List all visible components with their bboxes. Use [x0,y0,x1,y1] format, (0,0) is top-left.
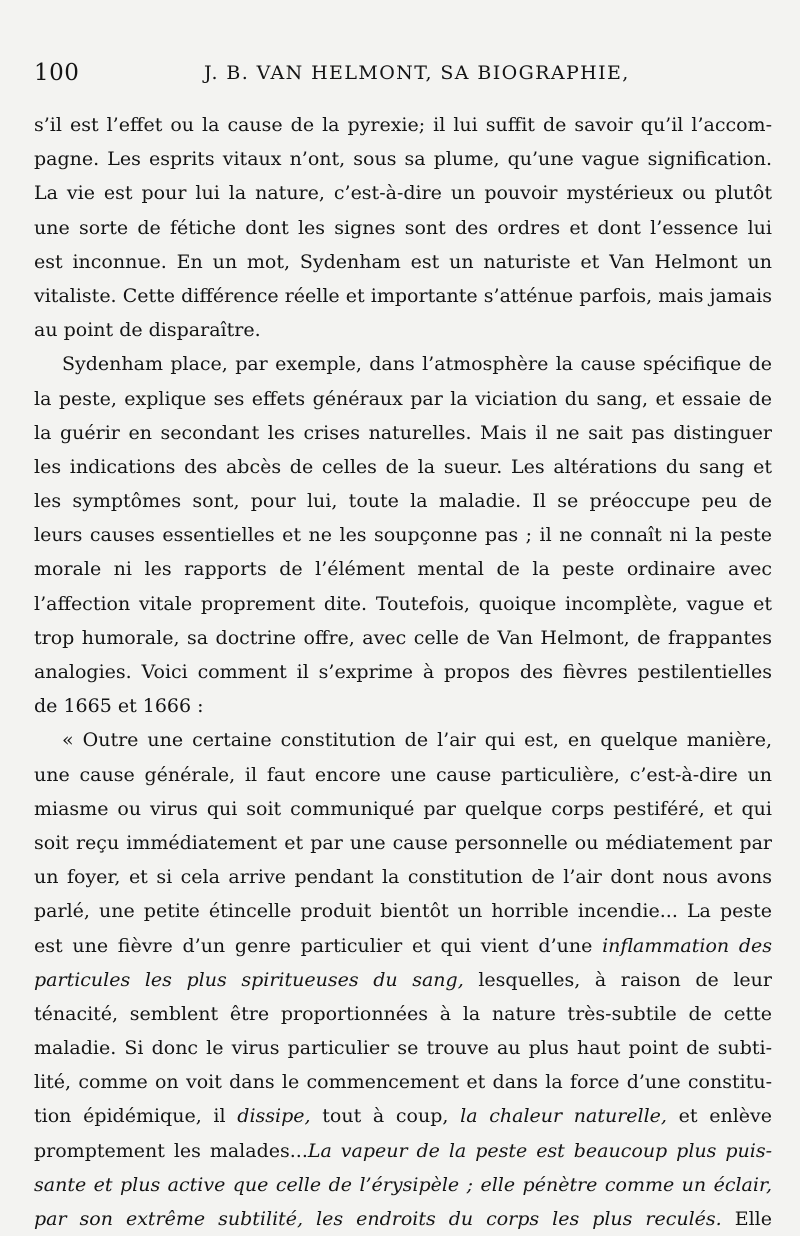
quote-line: maladie. Si donc le virus particulier se trouve au plus haut point de subti- [34,1037,772,1060]
quote-text: tion épidémique, il [34,1105,226,1128]
text-line: analogies. Voici comment il s’exprime à propos des fièvres pestilentielles [34,661,772,683]
text-line: la guérir en secondant les crises naturelles. Mais il ne sait pas distinguer [34,421,772,444]
italic-emphasis: particules les plus spiritueuses du sang, [34,968,464,991]
text-line: s’il est l’effet ou la cause de la pyrexie; il lui suffit de savoir qu’il l’accom- [34,114,772,136]
quote-text: lesquelles, à raison de leur [478,968,772,991]
quote-line: lité, comme on voit dans le commencement et dans la force d’une constitu- [34,1071,772,1094]
italic-emphasis: la chaleur naturelle, [460,1105,667,1128]
quote-line [34,1134,772,1168]
quote-line: une cause générale, il faut encore une cause particulière, c’est-à-dire un [34,763,772,786]
body-text [34,108,772,1236]
text-line: pagne. Les esprits vitaux n’ont, sous sa plume, qu’une vague signification. [34,148,772,171]
quote-line [34,929,772,963]
text-line: l’affection vitale proprement dite. Toutefois, quoique incomplète, vague et [34,592,772,615]
text-line: Sydenham place, par exemple, dans l’atmosphère la cause spécifique de [62,353,772,376]
italic-emphasis: dissipe, [237,1105,311,1128]
text-line: trop humorale, sa doctrine offre, avec celle de Van Helmont, de frappantes [34,626,772,649]
quote-text: et enlève [678,1105,773,1128]
quote-text: est une fièvre d’un genre particulier et qui vient d’une [34,934,593,957]
running-head: J. B. VAN HELMONT, SA BIOGRAPHIE, [204,62,630,84]
text-line: vitaliste. Cette différence réelle et importante s’atténue parfois, mais jamais [34,284,772,307]
text-line: les indications des abcès de celles de la sueur. Les altérations du sang et [34,455,772,478]
text-line: de 1665 et 1666 : [34,695,204,718]
quote-text: promptement les malades... [34,1139,308,1162]
quote-line [34,963,772,997]
quote-line: miasme ou virus qui soit communiqué par quelque corps pestiféré, et qui [34,797,772,820]
text-line: la peste, explique ses effets généraux par la viciation du sang, et essaie de [34,387,772,410]
text-line: est inconnue. En un mot, Sydenham est un naturiste et Van Helmont un [34,250,772,273]
italic-emphasis: inflammation des [602,934,773,957]
text-line: une sorte de fétiche dont les signes sont des ordres et dont l’essence lui [34,216,772,239]
quote-line: « Outre une certaine constitution de l’air qui est, en quelque manière, [62,729,772,752]
text-line: au point de disparaître. [34,319,261,342]
quote-line: soit reçu immédiatement et par une cause personnelle ou médiatement par [34,831,772,854]
page-number: 100 [34,60,80,86]
quote-line [34,1168,772,1202]
quote-line [34,1202,772,1236]
text-line: morale ni les rapports de l’élément mental de la peste ordinaire avec [34,558,772,581]
italic-emphasis: La vapeur de la peste est beaucoup plus puis- [307,1139,772,1162]
text-line: La vie est pour lui la nature, c’est-à-dire un pouvoir mystérieux ou plutôt [34,182,772,205]
quote-line: un foyer, et si cela arrive pendant la constitution de l’air dont nous avons [34,866,772,889]
italic-emphasis: par son extrême subtilité, les endroits du corps les plus reculés. [34,1208,722,1230]
quote-text: Elle [734,1208,772,1230]
italic-emphasis: sante et plus active que celle de l’érysipèle ; elle pénètre comme un éclair, [34,1173,772,1196]
page-header [34,60,774,90]
quote-line [34,1099,772,1133]
text-line: les symptômes sont, pour lui, toute la maladie. Il se préoccupe peu de [34,490,772,513]
quote-text: tout à coup, [322,1105,449,1128]
quote-line: parlé, une petite étincelle produit bientôt un horrible incendie... La peste [34,900,772,923]
quote-line: ténacité, semblent être proportionnées à la nature très-subtile de cette [34,1002,772,1025]
text-line: leurs causes essentielles et ne les soupçonne pas ; il ne connaît ni la peste [34,524,772,547]
